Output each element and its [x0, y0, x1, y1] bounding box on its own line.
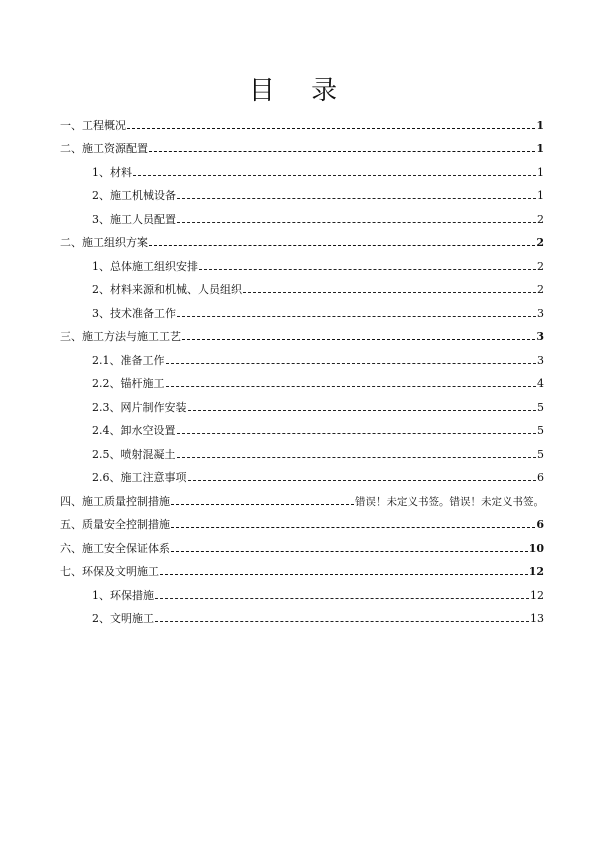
toc-page-number: 6: [537, 471, 544, 484]
toc-entry[interactable]: [60, 226, 544, 250]
toc-entry-label: 二、施工组织方案: [60, 236, 148, 249]
toc-page-number: 2: [536, 236, 544, 249]
toc-leader-dots: [171, 504, 354, 505]
toc-page-number: 4: [537, 377, 544, 390]
toc-page-number: 6: [536, 518, 544, 531]
toc-entry[interactable]: [60, 320, 544, 344]
toc-leader-dots: [149, 245, 535, 246]
toc-entry-label: 1、材料: [92, 165, 132, 179]
page-title: 目 录: [248, 76, 352, 106]
toc-entry-label: 四、施工质量控制措施: [60, 494, 170, 508]
toc-entry-label: 2.4、卸水空设置: [92, 424, 176, 437]
toc-entry[interactable]: [60, 414, 544, 438]
toc-entry[interactable]: [60, 343, 544, 367]
toc-page-number: 13: [530, 612, 544, 625]
toc-leader-dots: [166, 363, 537, 364]
toc-page-number: 2: [537, 212, 544, 226]
toc-leader-dots: [155, 621, 529, 622]
toc-entry[interactable]: [60, 249, 544, 273]
toc-entry-label: 2.6、施工注意事项: [92, 471, 187, 484]
toc-page-number: 10: [528, 541, 544, 555]
toc-leader-dots: [160, 574, 528, 575]
toc-entry-label: 2.3、网片制作安装: [92, 400, 187, 414]
toc-page-number: 12: [530, 588, 544, 602]
toc-page-number: 1: [536, 142, 544, 155]
toc-entry-label: 3、施工人员配置: [92, 212, 176, 226]
toc-entry[interactable]: [60, 108, 544, 132]
toc-page-number: 5: [537, 424, 544, 437]
toc-leader-dots: [177, 457, 537, 458]
toc-entry[interactable]: [60, 578, 544, 602]
toc-leader-dots: [166, 386, 537, 387]
toc-entry-label: 2、施工机械设备: [92, 189, 176, 202]
toc-entry-label: 2.5、喷射混凝土: [92, 447, 176, 461]
toc-leader-dots: [243, 292, 536, 293]
toc-entry[interactable]: [60, 296, 544, 320]
toc-entry-label: 六、施工安全保证体系: [60, 541, 170, 555]
toc-entry[interactable]: [60, 484, 544, 508]
toc-leader-dots: [199, 269, 536, 270]
toc-entry[interactable]: [60, 132, 544, 156]
toc-leader-dots: [149, 151, 535, 152]
toc-page-number: 2: [537, 259, 544, 273]
toc-entry[interactable]: [60, 437, 544, 461]
toc-leader-dots: [177, 433, 537, 434]
toc-leader-dots: [177, 198, 536, 199]
toc-entry-label: 2、文明施工: [92, 612, 154, 625]
toc-entry[interactable]: [60, 555, 544, 579]
toc-page-number: 3: [537, 353, 544, 367]
toc-leader-dots: [177, 222, 536, 223]
toc-entry-label: 3、技术准备工作: [92, 306, 176, 320]
table-of-contents: [60, 108, 544, 625]
toc-entry[interactable]: [60, 273, 544, 297]
toc-leader-dots: [182, 339, 535, 340]
toc-leader-dots: [177, 316, 536, 317]
toc-entry[interactable]: [60, 155, 544, 179]
toc-page-number-error: 错误！未定义书签。错误！未定义书签。: [355, 495, 544, 508]
toc-leader-dots: [155, 598, 529, 599]
toc-leader-dots: [188, 410, 537, 411]
toc-entry-label: 一、工程概况: [60, 118, 126, 132]
toc-leader-dots: [133, 175, 536, 176]
toc-page-number: 2: [537, 283, 544, 296]
toc-entry[interactable]: [60, 390, 544, 414]
toc-page-number: 12: [528, 565, 544, 578]
toc-leader-dots: [171, 527, 535, 528]
toc-page-number: 1: [537, 189, 544, 202]
toc-entry-label: 2.2、锚杆施工: [92, 377, 165, 390]
toc-entry-label: 2、材料来源和机械、人员组织: [92, 283, 242, 296]
toc-entry-label: 1、总体施工组织安排: [92, 259, 198, 273]
toc-entry[interactable]: [60, 179, 544, 203]
toc-entry-label: 1、环保措施: [92, 588, 154, 602]
toc-entry-label: 五、质量安全控制措施: [60, 518, 170, 531]
toc-entry[interactable]: [60, 531, 544, 555]
toc-entry-label: 二、施工资源配置: [60, 142, 148, 155]
toc-entry[interactable]: [60, 202, 544, 226]
toc-entry[interactable]: [60, 367, 544, 391]
toc-leader-dots: [188, 480, 537, 481]
toc-page-number: 1: [536, 118, 544, 132]
toc-page-number: 3: [536, 330, 544, 343]
toc-leader-dots: [171, 551, 528, 552]
toc-entry-label: 七、环保及文明施工: [60, 565, 159, 578]
toc-leader-dots: [127, 128, 535, 129]
toc-page-number: 3: [537, 306, 544, 320]
toc-entry[interactable]: [60, 602, 544, 626]
toc-entry-label: 2.1、准备工作: [92, 353, 165, 367]
toc-page-number: 1: [537, 165, 544, 179]
toc-entry-label: 三、施工方法与施工工艺: [60, 330, 181, 343]
toc-page-number: 5: [537, 400, 544, 414]
toc-entry[interactable]: [60, 508, 544, 532]
toc-page-number: 5: [537, 447, 544, 461]
toc-entry[interactable]: [60, 461, 544, 485]
